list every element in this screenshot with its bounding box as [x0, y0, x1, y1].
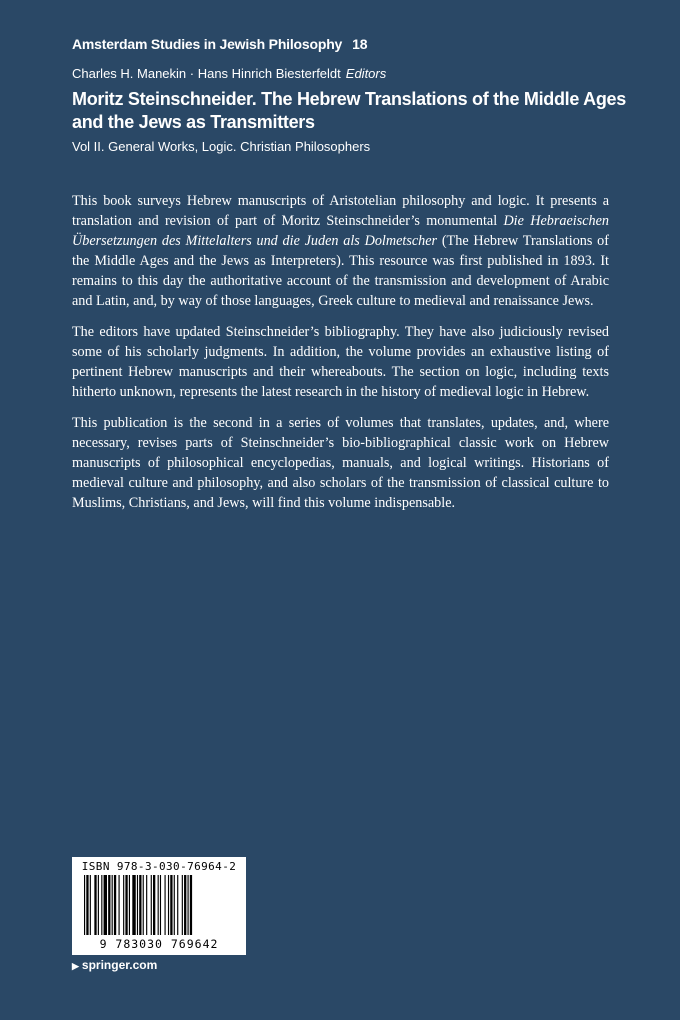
- barcode-bar: [129, 875, 130, 935]
- barcode-bar: [84, 875, 85, 935]
- barcode-bar: [94, 875, 96, 935]
- blurb-text: [72, 191, 609, 524]
- barcode-bar: [160, 875, 161, 935]
- editors-role: Editors: [345, 66, 387, 81]
- barcode-bar: [177, 875, 178, 935]
- barcode-bars: [84, 875, 234, 935]
- barcode-bar: [137, 875, 138, 935]
- barcode-bar: [190, 875, 192, 935]
- series-line: [72, 36, 367, 52]
- blurb-paragraph-2: The editors have updated Steinschneider’s bibliography. They have also judiciously revised some of his scholarly judgments. In addition, the volume provides an exhaustive listing of pertinent Hebrew manuscripts and their whereabouts. The section on logic, including texts hitherto unknown, represents the latest research in the history of medieval logic in Hebrew.: [72, 324, 609, 400]
- barcode-bar: [153, 875, 155, 935]
- blurb-paragraph-3: This publication is the second in a series of volumes that translates, updates, and, where necessary, revises parts of Steinschneider’s bio-bibliographical classic work on Hebrew manuscripts of philosophical encyclopedias, manuals, and logical writings. Historians of medieval culture and philosophy, and also scholars of the transmission of classical culture to Muslims, Christians, and Jews, will find this volume indispensable.: [72, 415, 609, 511]
- series-name: Amsterdam Studies in Jewish Philosophy: [72, 36, 343, 52]
- barcode-bar: [188, 875, 189, 935]
- barcode-bar: [112, 875, 113, 935]
- barcode-bar: [101, 875, 102, 935]
- barcode-bar: [170, 875, 172, 935]
- barcode-bar: [174, 875, 175, 935]
- barcode-bar: [158, 875, 159, 935]
- isbn-label: ISBN 978-3-030-76964-2: [81, 860, 237, 873]
- barcode-bar: [90, 875, 91, 935]
- blurb-paragraph-1: [72, 191, 609, 311]
- barcode-bar: [151, 875, 152, 935]
- barcode-bar: [182, 875, 183, 935]
- isbn-barcode: [72, 857, 246, 955]
- barcode-bar: [132, 875, 135, 935]
- blurb-p1-part-b: (The Hebrew Translations of the Middle Ages and the Jews as Interpreters). This resource was first published in 1893. It remains to this day the authoritative account of the transmission and development of Arabic and Latin, and, by way of those languages, Greek culture to medieval and renaissance Jews.: [72, 233, 609, 309]
- barcode-bar: [86, 875, 88, 935]
- barcode-bar: [165, 875, 166, 935]
- book-title: Moritz Steinschneider. The Hebrew Translations of the Middle Ages and the Jews as Transmitters: [72, 89, 626, 132]
- barcode-bar: [184, 875, 186, 935]
- barcode-bar: [119, 875, 120, 935]
- barcode-digits: 9 783030 769642: [99, 937, 219, 951]
- editor-names: Charles H. Manekin · Hans Hinrich Biesterfeldt: [72, 66, 341, 81]
- barcode-bar: [123, 875, 124, 935]
- blurb-p1-italic-title: Die Hebraeischen Übersetzungen des Mittelalters und die Juden als Dolmetscher: [72, 213, 610, 249]
- publisher-url: springer.com: [81, 958, 158, 972]
- barcode-bar: [125, 875, 127, 935]
- barcode-bar: [146, 875, 147, 935]
- triangle-right-icon: ▶: [72, 961, 79, 971]
- barcode-bar: [108, 875, 110, 935]
- barcode-bar: [143, 875, 144, 935]
- series-number: 18: [352, 36, 368, 52]
- blurb-p1-part-a: This book surveys Hebrew manuscripts of Aristotelian philosophy and logic. It presents a translation and revision of part of Moritz Steinschneider’s monumental: [72, 193, 609, 229]
- barcode-bar: [168, 875, 169, 935]
- barcode-bar: [98, 875, 99, 935]
- barcode-bar: [114, 875, 116, 935]
- barcode-bar: [104, 875, 107, 935]
- editors-line: [72, 66, 386, 81]
- publisher-link[interactable]: [72, 958, 157, 972]
- barcode-bar: [139, 875, 141, 935]
- book-subtitle: Vol II. General Works, Logic. Christian Philosophers: [72, 139, 371, 154]
